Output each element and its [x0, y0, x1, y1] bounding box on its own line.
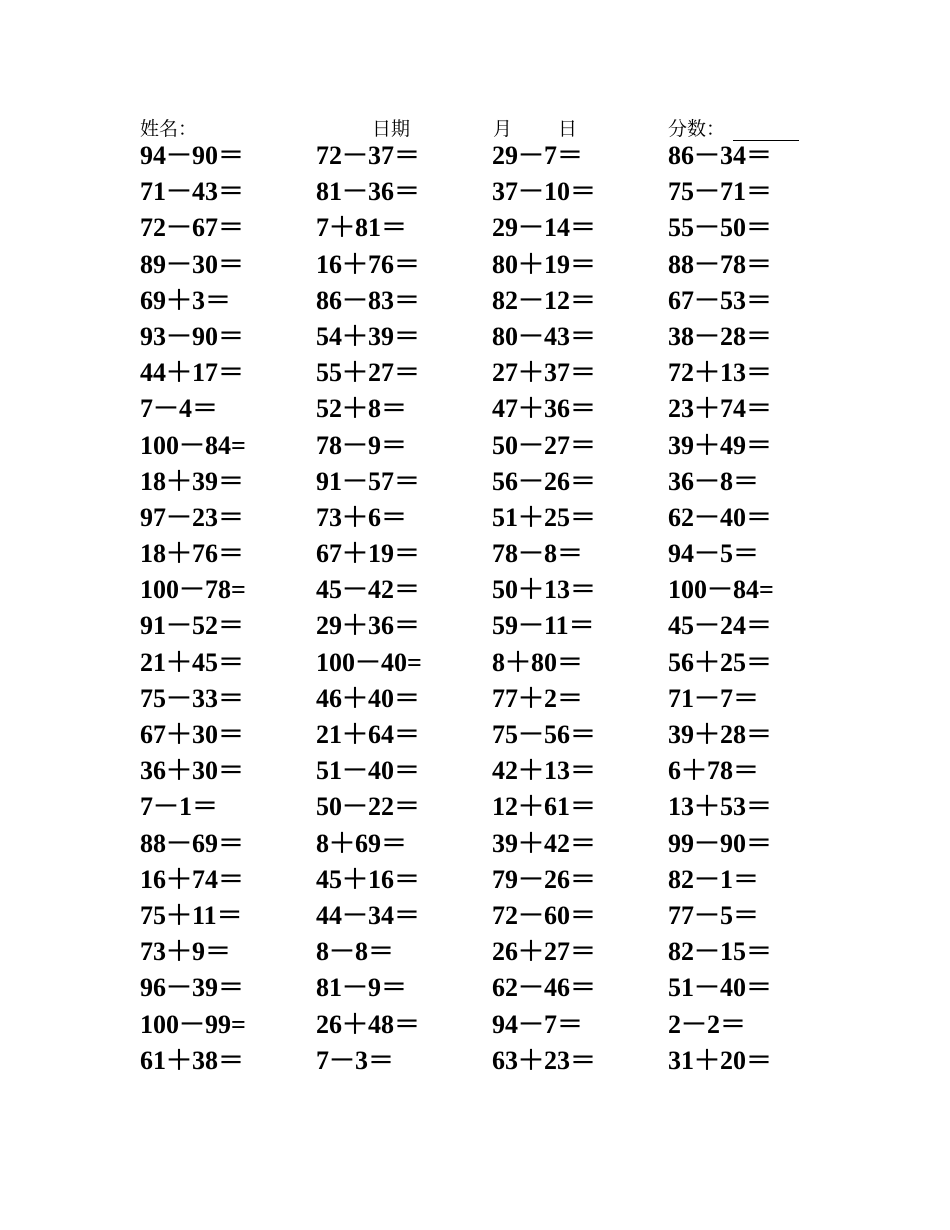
problem-column-2 [316, 138, 492, 1079]
math-problem: 88－78＝ [668, 249, 773, 279]
math-problem: 50－22＝ [316, 792, 421, 822]
math-problem: 55－50＝ [668, 213, 773, 243]
math-problem: 77－5＝ [668, 900, 760, 930]
math-problem: 100－78= [140, 575, 246, 605]
math-problem: 26＋27＝ [492, 937, 597, 967]
math-problem: 8＋80＝ [492, 647, 584, 677]
problem-column-3 [492, 138, 668, 1079]
math-problem: 75－71＝ [668, 177, 773, 207]
math-problem: 88－69＝ [140, 828, 245, 858]
math-problem: 78－9＝ [316, 430, 408, 460]
math-problem: 94－7＝ [492, 1009, 584, 1039]
math-problem: 29－7＝ [492, 141, 584, 170]
math-problem: 12＋61＝ [492, 792, 597, 822]
math-problem: 72－60＝ [492, 900, 597, 930]
math-problem: 23＋74＝ [668, 394, 773, 424]
math-problem: 99－90＝ [668, 828, 773, 858]
math-problem: 26＋48＝ [316, 1009, 421, 1039]
math-problem: 86－34＝ [668, 141, 773, 170]
math-problem: 21＋64＝ [316, 720, 421, 749]
math-problem: 94－5＝ [668, 539, 760, 569]
math-problem: 27＋37＝ [492, 358, 597, 388]
math-problem: 47＋36＝ [492, 394, 597, 424]
math-problem: 29＋36＝ [316, 611, 421, 641]
math-problem: 82－1＝ [668, 864, 760, 894]
math-problem: 72＋13＝ [668, 358, 773, 388]
math-problem: 6＋78＝ [668, 756, 760, 786]
math-problem: 94－90＝ [140, 141, 245, 170]
math-problem: 39＋49＝ [668, 430, 773, 460]
math-problem: 2－2＝ [668, 1009, 747, 1039]
problem-column-1 [140, 138, 316, 1079]
month-label: 月 [493, 119, 513, 140]
math-problem: 55＋27＝ [316, 358, 421, 388]
math-problem: 52＋8＝ [316, 394, 408, 424]
date-label: 日期 [372, 119, 411, 140]
math-problem: 16＋74＝ [140, 864, 245, 894]
math-problem: 73＋6＝ [316, 502, 408, 532]
math-problem: 16＋76＝ [316, 249, 421, 279]
math-problem: 8＋69＝ [316, 828, 408, 858]
math-problem: 51－40＝ [316, 756, 421, 786]
math-problem: 75＋11＝ [140, 900, 243, 930]
math-problem: 61＋38＝ [140, 1045, 245, 1075]
math-problem: 44＋17＝ [140, 358, 245, 388]
math-problem: 7－3＝ [316, 1045, 395, 1075]
math-problem: 31＋20＝ [668, 1045, 773, 1075]
problem-column-4 [668, 138, 844, 1079]
math-problem: 37－10＝ [492, 177, 597, 207]
math-problem: 71－43＝ [140, 177, 245, 207]
math-problem: 21＋45＝ [140, 647, 245, 677]
math-problem: 8－8＝ [316, 937, 395, 967]
math-problem: 82－15＝ [668, 937, 773, 967]
math-problem: 73＋9＝ [140, 937, 232, 967]
score-label: 分数： [668, 119, 726, 140]
math-problem: 67＋30＝ [140, 720, 245, 749]
math-problem: 79－26＝ [492, 864, 597, 894]
math-problem: 81－36＝ [316, 177, 421, 207]
math-problem: 100－84= [140, 430, 246, 460]
math-problem: 51＋25＝ [492, 502, 597, 532]
math-problem: 46＋40＝ [316, 683, 421, 713]
math-problem: 7＋81＝ [316, 213, 408, 243]
math-problem: 56－26＝ [492, 466, 597, 496]
math-problem: 80－43＝ [492, 321, 597, 351]
math-problem: 71－7＝ [668, 683, 760, 713]
math-problem: 75－33＝ [140, 683, 245, 713]
math-problem: 36＋30＝ [140, 756, 245, 786]
math-problem: 86－83＝ [316, 285, 421, 315]
math-problem: 97－23＝ [140, 502, 245, 532]
math-problem: 50＋13＝ [492, 575, 597, 605]
math-problem: 18＋39＝ [140, 466, 245, 496]
math-problem: 72－37＝ [316, 141, 421, 170]
math-problem: 100－99= [140, 1009, 246, 1039]
math-problem: 56＋25＝ [668, 647, 773, 677]
day-label: 日 [558, 119, 578, 140]
math-problem: 50－27＝ [492, 430, 597, 460]
math-problem: 63＋23＝ [492, 1045, 597, 1075]
math-problem: 91－52＝ [140, 611, 245, 641]
math-problem: 75－56＝ [492, 720, 597, 749]
problem-grid [140, 138, 820, 1078]
math-problem: 13＋53＝ [668, 792, 773, 822]
math-problem: 36－8＝ [668, 466, 760, 496]
math-problem: 96－39＝ [140, 973, 245, 1003]
name-label: 姓名： [140, 119, 198, 140]
math-problem: 62－46＝ [492, 973, 597, 1003]
math-problem: 42＋13＝ [492, 756, 597, 786]
math-problem: 62－40＝ [668, 502, 773, 532]
math-problem: 54＋39＝ [316, 321, 421, 351]
math-problem: 89－30＝ [140, 249, 245, 279]
math-problem: 29－14＝ [492, 213, 597, 243]
math-problem: 78－8＝ [492, 539, 584, 569]
math-problem: 59－11＝ [492, 611, 595, 641]
math-problem: 82－12＝ [492, 285, 597, 315]
math-problem: 80＋19＝ [492, 249, 597, 279]
math-problem: 91－57＝ [316, 466, 421, 496]
math-problem: 100－84= [668, 575, 774, 605]
math-problem: 67－53＝ [668, 285, 773, 315]
math-problem: 45－42＝ [316, 575, 421, 605]
math-problem: 72－67＝ [140, 213, 245, 243]
math-problem: 39＋28＝ [668, 720, 773, 749]
math-problem: 100－40= [316, 647, 422, 677]
math-problem: 51－40＝ [668, 973, 773, 1003]
math-problem: 7－1＝ [140, 792, 219, 822]
math-problem: 38－28＝ [668, 321, 773, 351]
math-problem: 67＋19＝ [316, 539, 421, 569]
math-problem: 69＋3＝ [140, 285, 232, 315]
math-problem: 45－24＝ [668, 611, 773, 641]
math-problem: 77＋2＝ [492, 683, 584, 713]
worksheet-header [0, 114, 950, 140]
math-problem: 7－4＝ [140, 394, 219, 424]
math-problem: 39＋42＝ [492, 828, 597, 858]
math-problem: 45＋16＝ [316, 864, 421, 894]
math-problem: 93－90＝ [140, 321, 245, 351]
math-problem: 44－34＝ [316, 900, 421, 930]
math-problem: 18＋76＝ [140, 539, 245, 569]
math-problem: 81－9＝ [316, 973, 408, 1003]
